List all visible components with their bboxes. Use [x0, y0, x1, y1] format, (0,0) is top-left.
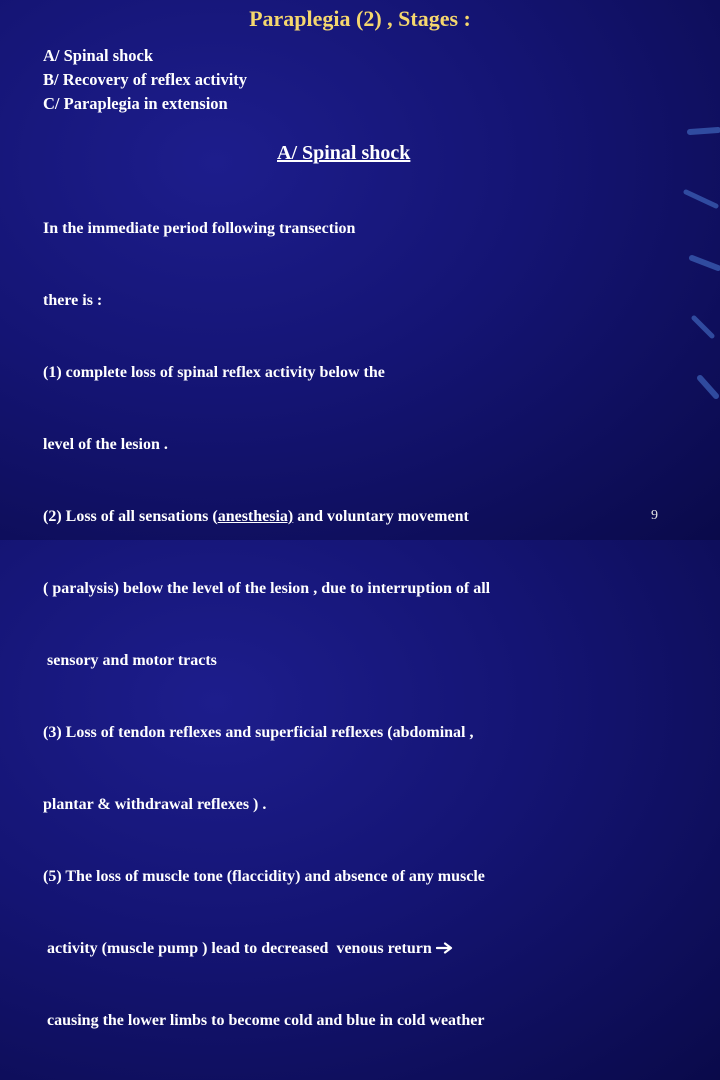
body-line: ( paralysis) below the level of the lesion , due to interruption of all	[43, 580, 491, 597]
body-line: plantar & withdrawal reflexes ) .	[43, 796, 267, 813]
underlined-term: anesthesia)	[217, 508, 294, 525]
body-line: In the immediate period following transection	[43, 220, 356, 237]
body-line: level of the lesion .	[43, 436, 168, 453]
body-line: (5) The loss of muscle tone (flaccidity) and absence of any muscle	[43, 868, 485, 885]
body-text	[43, 169, 490, 1080]
stage-item: B/ Recovery of reflex activity	[43, 70, 248, 89]
section-heading: A/ Spinal shock	[277, 142, 411, 164]
stage-item: C/ Paraplegia in extension	[43, 94, 228, 113]
body-line: (3) Loss of tendon reflexes and superficial reflexes (abdominal ,	[43, 724, 474, 741]
body-line: causing the lower limbs to become cold and blue in cold weather	[43, 1012, 485, 1029]
stage-item: A/ Spinal shock	[43, 46, 154, 65]
body-line	[43, 937, 490, 961]
body-text-segment: and voluntary movement	[293, 508, 469, 525]
page-number: 9	[651, 508, 658, 523]
stages-list	[43, 44, 247, 116]
right-arrow-icon	[436, 942, 454, 954]
body-text-segment: activity (muscle pump ) lead to decreased venous return	[43, 940, 436, 957]
body-line: sensory and motor tracts	[43, 652, 217, 669]
body-line: there is :	[43, 292, 103, 309]
body-line: (1) complete loss of spinal reflex activity below the	[43, 364, 385, 381]
body-line	[43, 505, 490, 529]
slide-title: Paraplegia (2) , Stages :	[249, 6, 471, 31]
body-text-segment: (2) Loss of all sensations (	[43, 508, 218, 525]
decorative-streaks	[672, 0, 720, 540]
